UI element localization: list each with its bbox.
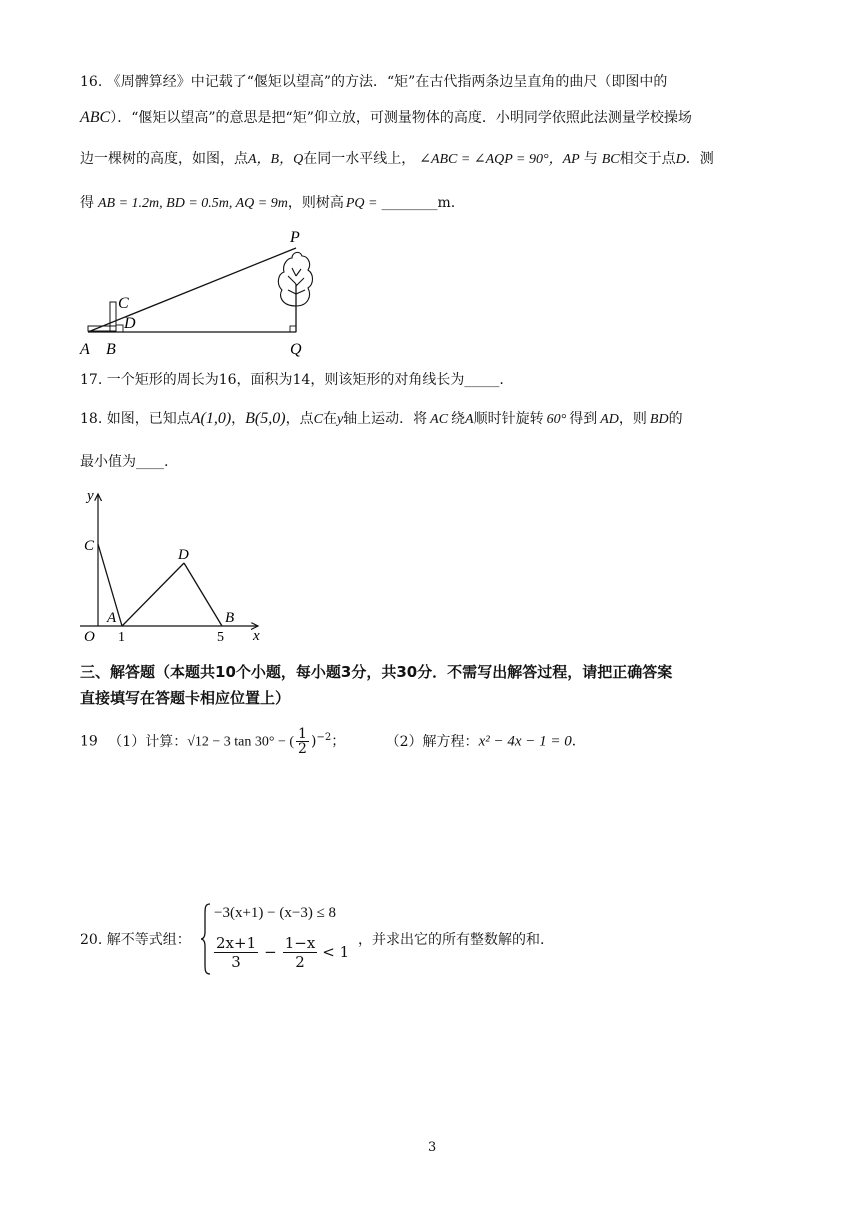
q19-dot: ． [571,733,586,750]
q20-frac1 [214,934,258,971]
q19-paren: ) [310,733,317,750]
q18-line1 [80,409,683,430]
q17-line [80,370,504,390]
q19-part1-label: （1）计算： [108,733,188,750]
q20-inequality-2 [212,934,349,971]
figure-16 [76,224,326,360]
q16-text: 相交于点 [619,151,676,167]
q20-text: 20. 解不等式组： [80,932,191,948]
q18-text: 的 [668,411,683,427]
q19-number: 19 [80,733,98,750]
section-heading-line1: 三、解答题（本题共10个小题，每小题3分，共30分．不需写出解答过程，请把正确答案 [80,663,673,681]
q20-label [80,930,191,950]
fig18-label-b: B [225,610,235,626]
q16-given: AB = 1.2m, BD = 0.5m, AQ = 9m [98,196,288,211]
fig16-label-b: B [106,341,116,358]
q19-expr1: √12 − 3 tan 30° − ( [187,734,295,750]
q18-point-b: B(5,0) [245,410,286,427]
q19-exponent: −2 [316,732,332,743]
fig16-label-q: Q [290,341,302,358]
q20-frac1-num: 2x+1 [216,934,257,952]
q18-text: 轴上运动．将 [343,411,428,427]
fig16-label-c: C [118,295,129,312]
q18-line2 [80,452,168,472]
q20-frac2 [283,934,318,971]
q19-fraction [296,727,309,756]
q16-angle-expr: ∠ABC = ∠AQP = 90°，AP [419,152,580,167]
q16-pq: PQ = [345,196,378,211]
fig18-label-d: D [178,547,189,563]
q20-minus: − [264,942,277,961]
section-heading-line2: 直接填写在答题卡相应位置上） [80,689,291,707]
fig16-label-d: D [124,315,136,332]
fig18-label-x: x [253,628,260,644]
fig18-label-o: O [84,629,95,645]
q19-part2-label: （2）解方程： [385,733,479,750]
q18-text: 在 [322,411,337,427]
q18-angle: 60° [546,412,567,427]
q18-c: C [313,412,323,427]
q16-text: 与 [583,151,598,167]
q18-a: A [465,412,474,427]
q18-text: ，则 [618,411,647,427]
q18-ac: AC [430,412,449,427]
fig16-ruler-vertical [110,302,116,332]
q18-text: 绕 [451,411,466,427]
q19-frac-den: 2 [298,741,307,758]
q18-text: ，点 [285,411,314,427]
q20-ineq1-text: −3(x+1) − (x−3) ≤ 8 [214,905,337,921]
q19-line [80,724,586,757]
q18-ad: AD [600,412,619,427]
q16-text: ）．“偃矩以望高”的意思是把“矩”仰立放，可测量物体的高度．小明同学依照此法测量学校操场 [110,110,692,126]
q18-text: 18. 如图，已知点 [80,411,191,427]
fig16-label-a: A [80,341,90,358]
fig16-label-p: P [290,229,300,246]
q18-point-a: A(1,0) [190,410,232,427]
page-number-text: 3 [428,1140,437,1155]
q20-lt: < 1 [322,942,350,961]
q16-line2 [80,108,692,128]
q16-line4 [80,193,455,214]
fig16-right-angle-q [290,326,296,332]
q16-points: A，B，Q [248,152,304,167]
fig16-sight-line [88,248,296,332]
q18-text: ， [231,411,246,427]
q18-text: 顺时针旋转 [473,411,544,427]
q20-inequality-1 [214,903,336,923]
q16-text: ，则树高 [287,195,344,211]
fig18-label-a: A [107,610,117,626]
q16-line3 [80,149,714,170]
fig18-segment-ad [122,563,184,626]
q16-bc: BC [601,152,620,167]
fig18-tick-1: 1 [118,630,125,645]
q16-d: D [675,152,686,167]
q16-abc: ABC [80,109,111,126]
q20-tail [358,930,544,950]
q20-tail-text: ，并求出它的所有整数解的和. [358,932,545,948]
q17-text: 17. 一个矩形的周长为16，面积为14，则该矩形的对角线长为_____. [80,372,504,388]
q16-text: ．测 [685,151,714,167]
q16-line1 [80,72,667,92]
q18-y: y [336,412,344,427]
q20-frac2-num: 1−x [284,934,316,952]
q20-frac2-den: 2 [295,953,305,971]
q20-frac1-den: 3 [231,953,241,971]
q20-brace-icon [200,902,212,976]
q16-text: 边一棵树的高度，如图，点 [80,151,248,167]
fig18-label-y: y [87,488,94,504]
q16-text: 在同一水平线上， [303,151,416,167]
q16-text: 16. 《周髀算经》中记载了“偃矩以望高”的方法．“矩”在古代指两条边呈直角的曲尺（即图中的 [80,74,668,90]
fig18-segment-db [184,563,222,626]
fig18-label-c: C [84,538,95,554]
fig18-tick-5: 5 [217,630,224,645]
section-heading [80,660,672,684]
fig16-right-angle-b [116,325,123,332]
q18-text: 最小值为____. [80,454,169,470]
q16-blank: ________m. [381,195,456,211]
q19-frac-num: 1 [298,726,307,743]
page-number [428,1140,436,1155]
figure-18 [76,484,272,648]
q18-text: 得到 [569,411,598,427]
section-heading-cont [80,686,290,710]
q19-expr2: x² − 4x − 1 = 0 [478,733,572,750]
q16-text: 得 [80,195,94,211]
q18-bd: BD [649,412,669,427]
q19-semicolon: ； [331,733,346,750]
